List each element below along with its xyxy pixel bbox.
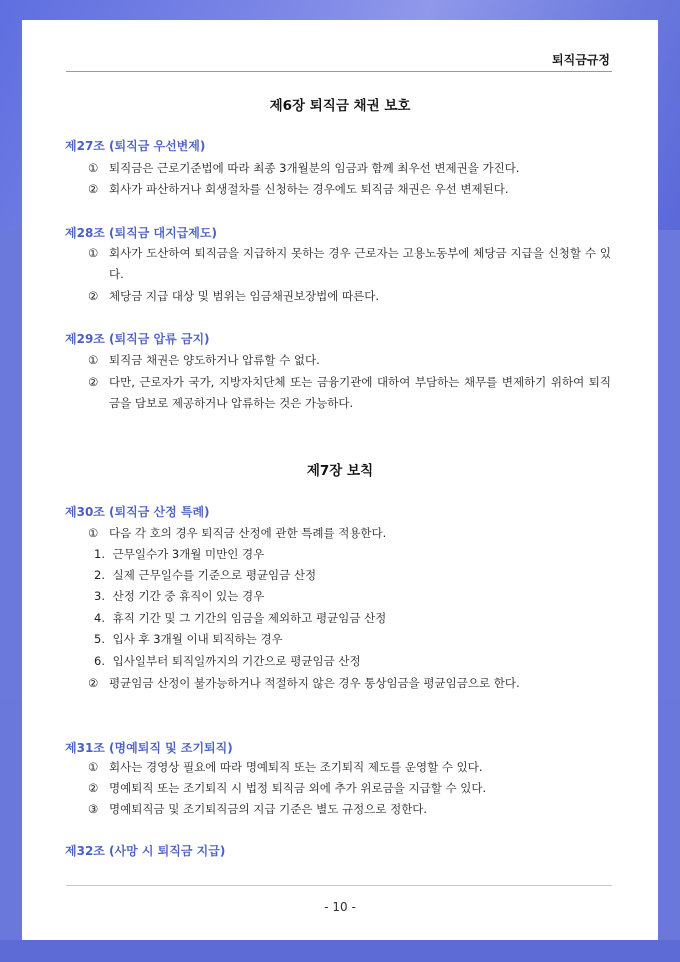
article-30-subitem-1 [94, 544, 614, 565]
subitem-number: 4. [94, 611, 105, 625]
article-31-item-3 [88, 799, 611, 820]
article-30-subitem-2 [94, 565, 614, 586]
item-mark: ① [88, 353, 99, 367]
item-mark: ③ [88, 802, 99, 816]
chapter-7-title: 제7장 보칙 [306, 463, 374, 479]
subitem-number: 3. [94, 589, 105, 603]
background-bottom-strip [0, 940, 680, 962]
document-header-title: 퇴직금규정 [552, 53, 610, 67]
subitem-number: 6. [94, 654, 105, 668]
subitem-text: 입사일부터 퇴직일까지의 기간으로 평균임금 산정 [112, 654, 361, 668]
page-number: - 10 - [324, 900, 356, 914]
item-text: 회사는 경영상 필요에 따라 명예퇴직 또는 조기퇴직 제도를 운영할 수 있다. [109, 760, 483, 774]
article-30-item-1 [88, 523, 611, 544]
item-text: 회사가 파산하거나 회생절차를 신청하는 경우에도 퇴직금 채권은 우선 변제된다. [109, 182, 509, 196]
subitem-text: 근무일수가 3개월 미만인 경우 [112, 547, 265, 561]
article-28-item-1 [88, 243, 611, 285]
article-30-subitem-6 [94, 651, 614, 672]
item-mark: ② [88, 289, 99, 303]
article-28-title: 제28조 (퇴직금 대지급제도) [65, 226, 217, 240]
item-text: 다음 각 호의 경우 퇴직금 산정에 관한 특례를 적용한다. [109, 526, 387, 540]
item-text: 다만, 근로자가 국가, 지방자치단체 또는 금융기관에 대하여 부담하는 채무를 변제하기 위하여 퇴직금을 담보로 제공하거나 압류하는 것은 가능하다. [109, 375, 611, 410]
article-30-subitem-4 [94, 608, 614, 629]
article-27-title: 제27조 (퇴직금 우선변제) [65, 139, 206, 153]
item-mark: ① [88, 246, 99, 260]
subitem-text: 휴직 기간 및 그 기간의 임금을 제외하고 평균임금 산정 [112, 611, 387, 625]
article-27-item-2 [88, 179, 611, 200]
article-27-item-1 [88, 158, 611, 179]
item-text: 퇴직금은 근로기준법에 따라 최종 3개월분의 임금과 함께 최우선 변제권을 가진다. [109, 161, 520, 175]
subitem-number: 2. [94, 568, 105, 582]
article-31-title: 제31조 (명예퇴직 및 조기퇴직) [65, 741, 233, 755]
article-29-item-1 [88, 350, 611, 371]
item-text: 명예퇴직금 및 조기퇴직금의 지급 기준은 별도 규정으로 정한다. [109, 802, 428, 816]
article-30-title: 제30조 (퇴직금 산정 특례) [65, 505, 210, 519]
item-text: 체당금 지급 대상 및 범위는 임금채권보장법에 따른다. [109, 289, 379, 303]
item-mark: ② [88, 375, 99, 389]
subitem-text: 산정 기간 중 휴직이 있는 경우 [112, 589, 265, 603]
item-mark: ① [88, 760, 99, 774]
item-text: 회사가 도산하여 퇴직금을 지급하지 못하는 경우 근로자는 고용노동부에 체당금 지급을 신청할 수 있다. [109, 246, 611, 281]
item-text: 평균임금 산정이 불가능하거나 적절하지 않은 경우 통상임금을 평균임금으로 한다. [109, 676, 520, 690]
footer-divider [66, 885, 612, 886]
item-text: 명예퇴직 또는 조기퇴직 시 법정 퇴직금 외에 추가 위로금을 지급할 수 있다. [109, 781, 487, 795]
document-page [22, 20, 658, 940]
article-29-title: 제29조 (퇴직금 압류 금지) [65, 332, 210, 346]
item-mark: ② [88, 676, 99, 690]
article-30-item-2 [88, 673, 611, 694]
article-32-title: 제32조 (사망 시 퇴직금 지급) [65, 844, 226, 858]
article-31-item-1 [88, 757, 611, 778]
article-30-subitem-3 [94, 586, 614, 607]
chapter-6-title: 제6장 퇴직금 채권 보호 [269, 98, 411, 114]
subitem-text: 입사 후 3개월 이내 퇴직하는 경우 [112, 632, 283, 646]
item-mark: ② [88, 781, 99, 795]
article-28-item-2 [88, 286, 611, 307]
header-divider [66, 71, 612, 72]
article-30-subitem-5 [94, 629, 614, 650]
item-text: 퇴직금 채권은 양도하거나 압류할 수 없다. [109, 353, 320, 367]
item-mark: ① [88, 526, 99, 540]
subitem-text: 실제 근무일수를 기준으로 평균임금 산정 [112, 568, 317, 582]
article-31-item-2 [88, 778, 611, 799]
article-29-item-2 [88, 372, 611, 414]
subitem-number: 1. [94, 547, 105, 561]
item-mark: ① [88, 161, 99, 175]
subitem-number: 5. [94, 632, 105, 646]
item-mark: ② [88, 182, 99, 196]
